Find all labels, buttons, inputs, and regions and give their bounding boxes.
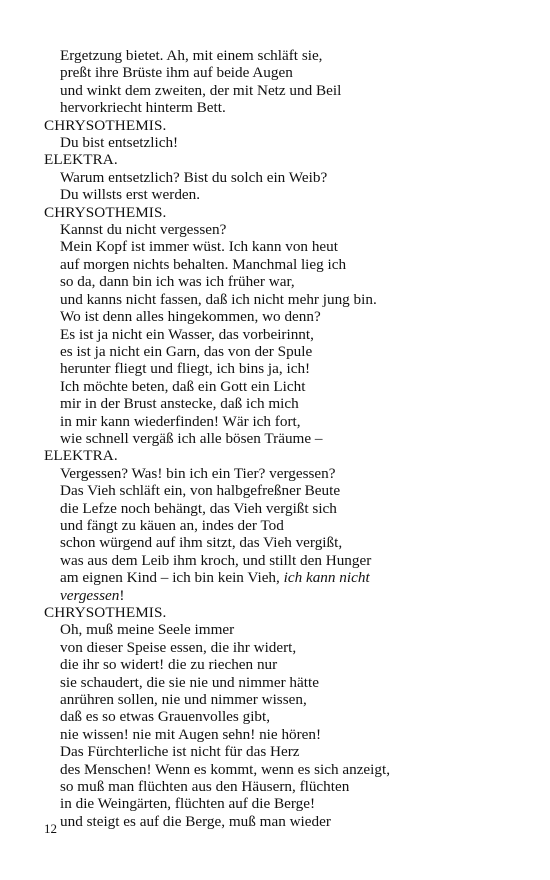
verse-line: Es ist ja nicht ein Wasser, das vorbeirinnt, [60, 325, 314, 343]
verse-line: so muß man flüchten aus den Häusern, flüchten [60, 778, 350, 796]
verse-line: Warum entsetzlich? Bist du solch ein Weib? [60, 168, 328, 186]
verse-line: Du willsts erst werden. [60, 186, 201, 204]
verse-line: Mein Kopf ist immer wüst. Ich kann von heut [60, 238, 338, 256]
verse-line: daß es so etwas Grauenvolles gibt, [60, 708, 271, 726]
verse-line: wie schnell vergäß ich alle bösen Träume – [60, 429, 323, 447]
verse-line: preßt ihre Brüste ihm auf beide Augen [60, 64, 293, 82]
speaker-name: CHRYSOTHEMIS. [44, 604, 167, 621]
verse-line: des Menschen! Wenn es kommt, wenn es sich anzeigt, [60, 760, 391, 778]
verse-line [44, 569, 514, 586]
speaker-name: ELEKTRA. [44, 151, 118, 169]
verse-line: die Lefze noch behängt, das Vieh vergißt sich [60, 499, 337, 517]
verse-line: in die Weingärten, flüchten auf die Berge! [60, 795, 316, 813]
speaker-name: CHRYSOTHEMIS. [44, 203, 167, 221]
verse-line: Das Vieh schläft ein, von halbgefreßner Beute [60, 482, 341, 500]
verse-line: so da, dann bin ich was ich früher war, [60, 273, 295, 291]
verse-text: am eignen Kind – ich bin kein Vieh, [60, 569, 284, 587]
verse-line: und kanns nicht fassen, daß ich nicht mehr jung bin. [60, 290, 377, 308]
verse-line: nie wissen! nie mit Augen sehn! nie hören! [60, 725, 322, 743]
verse-line: Das Fürchterliche ist nicht für das Herz [60, 743, 300, 761]
verse-line: auf morgen nichts behalten. Manchmal lieg ich [60, 255, 347, 273]
verse-line: herunter fliegt und fliegt, ich bins ja, ich! [60, 360, 311, 378]
drama-text [44, 47, 514, 830]
verse-line: Vergessen? Was! bin ich ein Tier? vergessen? [60, 464, 336, 482]
verse-line: Ich möchte beten, daß ein Gott ein Licht [60, 377, 306, 395]
page-number: 12 [44, 821, 57, 836]
verse-line: von dieser Speise essen, die ihr widert, [60, 638, 297, 656]
verse-line: und winkt dem zweiten, der mit Netz und Beil [60, 81, 342, 99]
verse-line: Ergetzung bietet. Ah, mit einem schläft sie, [60, 47, 323, 64]
verse-emphasis: ich kann nicht [283, 569, 370, 587]
verse-line: Oh, muß meine Seele immer [60, 621, 235, 639]
verse-line: und steigt es auf die Berge, muß man wieder [60, 812, 331, 830]
verse-line: Du bist entsetzlich! [60, 134, 179, 152]
verse-line: mir in der Brust anstecke, daß ich mich [60, 395, 299, 413]
verse-text: ! [119, 586, 125, 604]
verse-line: die ihr so widert! die zu riechen nur [60, 656, 278, 674]
verse-line: es ist ja nicht ein Garn, das von der Spule [60, 342, 313, 360]
verse-line: Wo ist denn alles hingekommen, wo denn? [60, 308, 321, 326]
speaker-name: ELEKTRA. [44, 447, 118, 465]
verse-line: sie schaudert, die sie nie und nimmer hätte [60, 673, 319, 691]
verse-line: hervorkriecht hinterm Bett. [60, 99, 226, 117]
verse-emphasis: vergessen [60, 586, 120, 604]
verse-line [44, 587, 514, 604]
verse-line: anrühren sollen, nie und nimmer wissen, [60, 691, 307, 709]
verse-line: in mir kann wiederfinden! Wär ich fort, [60, 412, 301, 430]
verse-line: was aus dem Leib ihm kroch, und stillt den Hunger [60, 551, 372, 569]
verse-line: Kannst du nicht vergessen? [60, 221, 227, 239]
verse-line: und fängt zu käuen an, indes der Tod [60, 516, 284, 534]
speaker-name: CHRYSOTHEMIS. [44, 116, 167, 134]
verse-line: schon würgend auf ihm sitzt, das Vieh vergißt, [60, 534, 343, 552]
